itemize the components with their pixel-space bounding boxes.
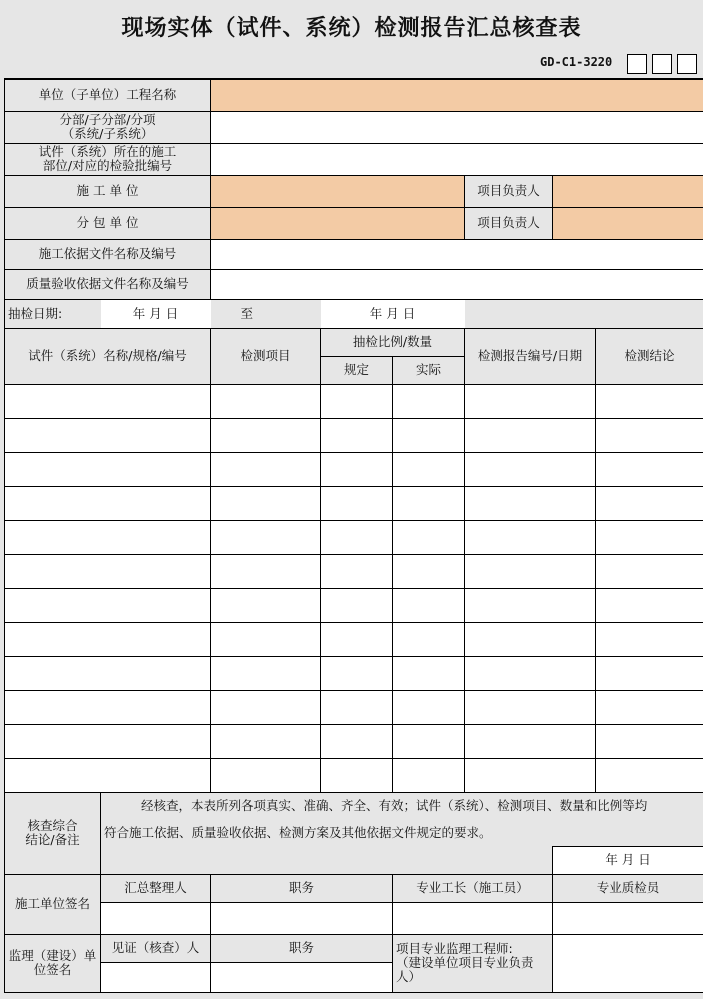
cell-result[interactable] — [596, 554, 703, 588]
engineer-sign[interactable] — [553, 934, 703, 992]
witness-sign[interactable] — [101, 962, 211, 992]
date-to-field[interactable]: 年 月 日 — [321, 299, 465, 328]
project-name-label: 单位（子单位）工程名称 — [5, 79, 211, 111]
cell-actual[interactable] — [393, 486, 465, 520]
header-item: 试件（系统）名称/规格/编号 — [5, 328, 211, 384]
cell-actual[interactable] — [393, 418, 465, 452]
contractor-field[interactable] — [211, 175, 465, 207]
cell-actual[interactable] — [393, 520, 465, 554]
code-box-3[interactable] — [677, 54, 697, 74]
cell-actual[interactable] — [393, 554, 465, 588]
foreman-sign[interactable] — [393, 902, 553, 934]
cell-actual[interactable] — [393, 656, 465, 690]
cell-result[interactable] — [596, 418, 703, 452]
cell-report[interactable] — [465, 384, 596, 418]
cell-spec[interactable] — [321, 588, 393, 622]
cell-item[interactable] — [5, 622, 211, 656]
table-row — [5, 384, 703, 418]
cell-item[interactable] — [5, 690, 211, 724]
cell-result[interactable] — [596, 384, 703, 418]
date-row-filler — [465, 299, 703, 328]
cell-item[interactable] — [5, 724, 211, 758]
cell-test[interactable] — [211, 588, 321, 622]
cell-item[interactable] — [5, 486, 211, 520]
cell-result[interactable] — [596, 622, 703, 656]
cell-report[interactable] — [465, 690, 596, 724]
cell-item[interactable] — [5, 554, 211, 588]
position-label-2: 职务 — [211, 934, 393, 962]
code-box-2[interactable] — [652, 54, 672, 74]
division-label — [5, 111, 211, 143]
cell-spec[interactable] — [321, 690, 393, 724]
header-actual: 实际 — [393, 356, 465, 384]
contractor-sign-label: 施工单位签名 — [5, 874, 101, 934]
cell-spec[interactable] — [321, 656, 393, 690]
cell-report[interactable] — [465, 758, 596, 792]
cell-result[interactable] — [596, 656, 703, 690]
table-row — [5, 690, 703, 724]
engineer-label-line1: 项目专业监理工程师: — [396, 941, 513, 956]
table-row — [5, 622, 703, 656]
cell-result[interactable] — [596, 588, 703, 622]
cell-item[interactable] — [5, 452, 211, 486]
construction-basis-label: 施工依据文件名称及编号 — [5, 239, 211, 269]
conclusion-date[interactable]: 年 月 日 — [553, 846, 703, 874]
cell-report[interactable] — [465, 622, 596, 656]
acceptance-basis-label: 质量验收依据文件名称及编号 — [5, 269, 211, 299]
conclusion-text-2: 符合施工依据、质量验收依据、检测方案及其他依据文件规定的要求。 — [101, 820, 703, 846]
conclusion-label-line1: 核查综合 — [27, 818, 78, 833]
cell-report[interactable] — [465, 656, 596, 690]
compiler-sign[interactable] — [101, 902, 211, 934]
cell-actual[interactable] — [393, 758, 465, 792]
division-field[interactable] — [211, 111, 703, 143]
table-row — [5, 588, 703, 622]
cell-test[interactable] — [211, 758, 321, 792]
table-row — [5, 656, 703, 690]
position-label: 职务 — [211, 874, 393, 902]
subcontractor-field[interactable] — [211, 207, 465, 239]
contractor-manager-field[interactable] — [553, 175, 703, 207]
cell-test[interactable] — [211, 520, 321, 554]
cell-test[interactable] — [211, 486, 321, 520]
cell-spec[interactable] — [321, 486, 393, 520]
subcontractor-label: 分 包 单 位 — [5, 207, 211, 239]
date-from-field[interactable]: 年 月 日 — [101, 299, 211, 328]
cell-report[interactable] — [465, 554, 596, 588]
contractor-label: 施 工 单 位 — [5, 175, 211, 207]
project-name-field[interactable] — [211, 79, 703, 111]
engineer-label-line2: （建设单位项目专业负责人） — [396, 955, 534, 984]
cell-actual[interactable] — [393, 622, 465, 656]
cell-actual[interactable] — [393, 690, 465, 724]
position-sign-2[interactable] — [211, 962, 393, 992]
table-row — [5, 452, 703, 486]
cell-test[interactable] — [211, 690, 321, 724]
contractor-manager-label: 项目负责人 — [465, 175, 553, 207]
supervisor-label-line1: 监理（建设）单 — [8, 948, 97, 963]
cell-test[interactable] — [211, 656, 321, 690]
location-label-line1: 试件（系统）所在的施工 — [38, 144, 177, 159]
cell-item[interactable] — [5, 588, 211, 622]
cell-report[interactable] — [465, 452, 596, 486]
cell-actual[interactable] — [393, 588, 465, 622]
cell-result[interactable] — [596, 452, 703, 486]
table-row — [5, 486, 703, 520]
division-label-line2: （系统/子系统） — [61, 126, 154, 141]
table-row — [5, 758, 703, 792]
cell-item[interactable] — [5, 418, 211, 452]
sampling-date-label: 抽检日期: — [5, 299, 101, 328]
cell-report[interactable] — [465, 520, 596, 554]
cell-result[interactable] — [596, 520, 703, 554]
table-row — [5, 520, 703, 554]
cell-spec[interactable] — [321, 622, 393, 656]
cell-actual[interactable] — [393, 384, 465, 418]
cell-item[interactable] — [5, 758, 211, 792]
cell-actual[interactable] — [393, 452, 465, 486]
cell-test[interactable] — [211, 384, 321, 418]
cell-spec[interactable] — [321, 520, 393, 554]
cell-test[interactable] — [211, 622, 321, 656]
cell-result[interactable] — [596, 690, 703, 724]
cell-result[interactable] — [596, 758, 703, 792]
cell-spec[interactable] — [321, 384, 393, 418]
date-to-label — [211, 299, 321, 328]
form-code: GD-C1-3220 — [540, 55, 613, 69]
qc-sign[interactable] — [553, 902, 703, 934]
conclusion-label-line2: 结论/备注 — [25, 832, 80, 847]
cell-report[interactable] — [465, 724, 596, 758]
code-box-1[interactable] — [627, 54, 647, 74]
cell-test[interactable] — [211, 554, 321, 588]
cell-spec[interactable] — [321, 758, 393, 792]
header-spec: 规定 — [321, 356, 393, 384]
conclusion-label — [5, 792, 101, 874]
conclusion-blank — [101, 846, 553, 874]
compiler-label: 汇总整理人 — [101, 874, 211, 902]
table-row — [5, 724, 703, 758]
table-row — [5, 418, 703, 452]
location-label-line2: 部位/对应的检验批编号 — [42, 158, 173, 173]
cell-result[interactable] — [596, 724, 703, 758]
cell-report[interactable] — [465, 486, 596, 520]
data-rows — [5, 384, 703, 792]
location-field[interactable] — [211, 143, 703, 175]
cell-item[interactable] — [5, 656, 211, 690]
location-label — [5, 143, 211, 175]
foreman-label: 专业工长（施工员） — [393, 874, 553, 902]
report-form — [4, 78, 703, 993]
form-title: 现场实体（试件、系统）检测报告汇总核查表 — [121, 15, 582, 41]
cell-spec[interactable] — [321, 418, 393, 452]
table-row — [5, 554, 703, 588]
supervisor-sign-label — [5, 934, 101, 992]
cell-result[interactable] — [596, 486, 703, 520]
cell-test[interactable] — [211, 418, 321, 452]
cell-spec[interactable] — [321, 554, 393, 588]
conclusion-text-1: 经核查，本表所列各项真实、准确、齐全、有效；试件（系统）、检测项目、数量和比例等均 — [101, 792, 703, 820]
header-result: 检测结论 — [596, 328, 703, 384]
cell-test[interactable] — [211, 452, 321, 486]
subcontractor-manager-field[interactable] — [553, 207, 703, 239]
date-to-text: 至 — [240, 305, 254, 321]
cell-item[interactable] — [5, 520, 211, 554]
cell-report[interactable] — [465, 418, 596, 452]
subcontractor-manager-label: 项目负责人 — [465, 207, 553, 239]
cell-item[interactable] — [5, 384, 211, 418]
cell-report[interactable] — [465, 588, 596, 622]
cell-actual[interactable] — [393, 724, 465, 758]
construction-basis-field[interactable] — [211, 239, 703, 269]
division-label-line1: 分部/子分部/分项 — [59, 112, 156, 127]
position-sign[interactable] — [211, 902, 393, 934]
header-report: 检测报告编号/日期 — [465, 328, 596, 384]
cell-spec[interactable] — [321, 724, 393, 758]
witness-label: 见证（核查）人 — [101, 934, 211, 962]
acceptance-basis-field[interactable] — [211, 269, 703, 299]
engineer-label — [393, 934, 553, 992]
qc-label: 专业质检员 — [553, 874, 703, 902]
cell-spec[interactable] — [321, 452, 393, 486]
header-test: 检测项目 — [211, 328, 321, 384]
cell-test[interactable] — [211, 724, 321, 758]
header-ratio: 抽检比例/数量 — [321, 328, 465, 356]
supervisor-label-line2: 位签名 — [33, 962, 72, 977]
